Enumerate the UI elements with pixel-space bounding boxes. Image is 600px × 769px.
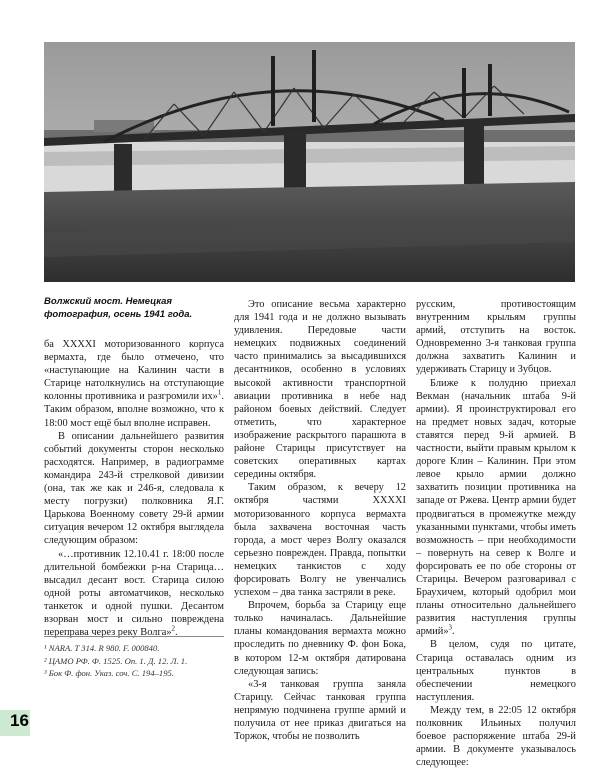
paragraph: русским, противостоящим внутренним крыльям группы армий, отступить на восток. Одновременно 3-я танковая группа должна захватить Калинин и удерживать Старицу и Зубцов. [416, 299, 576, 376]
footnote: ¹ NARA. T 314. R 980. F. 000840. [44, 643, 160, 653]
page-number: 16 [10, 711, 29, 730]
paragraph: В целом, судя по цитате, Старица оставалась одним из центральных пунктов в обеспечении немецкого наступления. [416, 639, 576, 703]
text-column-2 [234, 298, 406, 743]
text-column-1 [44, 338, 224, 639]
paragraph: Между тем, в 22:05 12 октября полковник Ильиных получил боевое распоряжение штаба 29-й армии. В документе указывалось следующее: [416, 704, 576, 769]
footnotes [44, 636, 224, 680]
paragraph: Ближе к полудню приехал Векман (начальник штаба 9-й армии). Я проинструктировал его на предмет новых задач, которые ставятся перед 9-й армией. В частности, выйти правым крылом к дороге Клин – Калинин. При этом левое крыло армии должно захватить позиции противника на западе от Ржева. Центр армии будет продвигаться в промежутке между указанными пунктами, чтобы иметь возможность – при необходимости – повернуть на север к Волге и форсировать ее по обе стороны от Старицы. Вечером разговаривал с Браухичем, который одобрил мои планы относительно дальнейшего развития наступления группы армий»$^3$. [416, 377, 576, 638]
footnote: ³ Бок Ф. фон. Указ. соч. С. 194–195. [44, 668, 174, 679]
paragraph: Это описание весьма характерно для 1941 года и не должно вызывать удивления. Передовые части немецких подвижных соединений часто принимались за высадившихся десантников, особенно в условиях высокой активности транспортной авиации противника в небе над районом боевых действий. Следует отметить, что характерное изображение раскрытого парашюта в районе Старицы присутствует на советских оперативных картах середины октября. [234, 299, 406, 481]
paragraph: ба XXXXI моторизованного корпуса вермахта, где было отмечено, что «наступающие на Калинин части в Старице натолкнулись на отступающие колонны противника и разгромили их»$^1$. Таким образом, вполне возможно, что к 18:00 мост ещё был вполне исправен. [44, 339, 224, 429]
text-column-3 [416, 298, 576, 769]
paragraph: Таким образом, к вечеру 12 октября частями XXXXI моторизованного корпуса вермахта была захвачена восточная часть города, а мост через Волгу оказался серьезно поврежден. Правда, попытки немецких танкистов с ходу форсировать Волгу не увенчались успехом – два танка застряли в реке. [234, 482, 406, 599]
footnote: ² ЦАМО РФ. Ф. 1525. Оп. 1. Д. 12. Л. 1. [44, 655, 188, 666]
paragraph: В описании дальнейшего развития событий документы сторон несколько расходятся. Например, в радиограмме командира 243-й стрелковой дивизии (она, так же как и 246-я, следовала к месту погрузки) полковника Я.Г. Царькова Военному совету 29-й армии ситуация вечером 12 октября выглядела следующим образом: [44, 430, 224, 547]
paragraph: Впрочем, борьба за Старицу еще только начиналась. Дальнейшие планы командования вермахта можно проследить по дневнику Ф. фон Бока, в котором 12-м октября датирована следующая запись: [234, 600, 406, 677]
bridge-photo [44, 42, 575, 282]
paragraph: «3-я танковая группа заняла Старицу. Сейчас танковая группа непрямую подчинена группе армий и получила от нее приказ двигаться на Торжок, чтобы не позволить [234, 678, 406, 743]
footnote-divider [44, 636, 224, 637]
photo-caption: Волжский мост. Немецкая фотография, осень 1941 года. [44, 296, 193, 320]
paragraph: «…противник 12.10.41 г. 18:00 после длительной бомбежки р-на Старица… высадил десант вост. Старица силою одной роты автоматчиков, несколько танкеток и одной пушки. Десантом взорван мост и сильно повреждена переправа через реку Волга»$^2$. [44, 548, 224, 639]
